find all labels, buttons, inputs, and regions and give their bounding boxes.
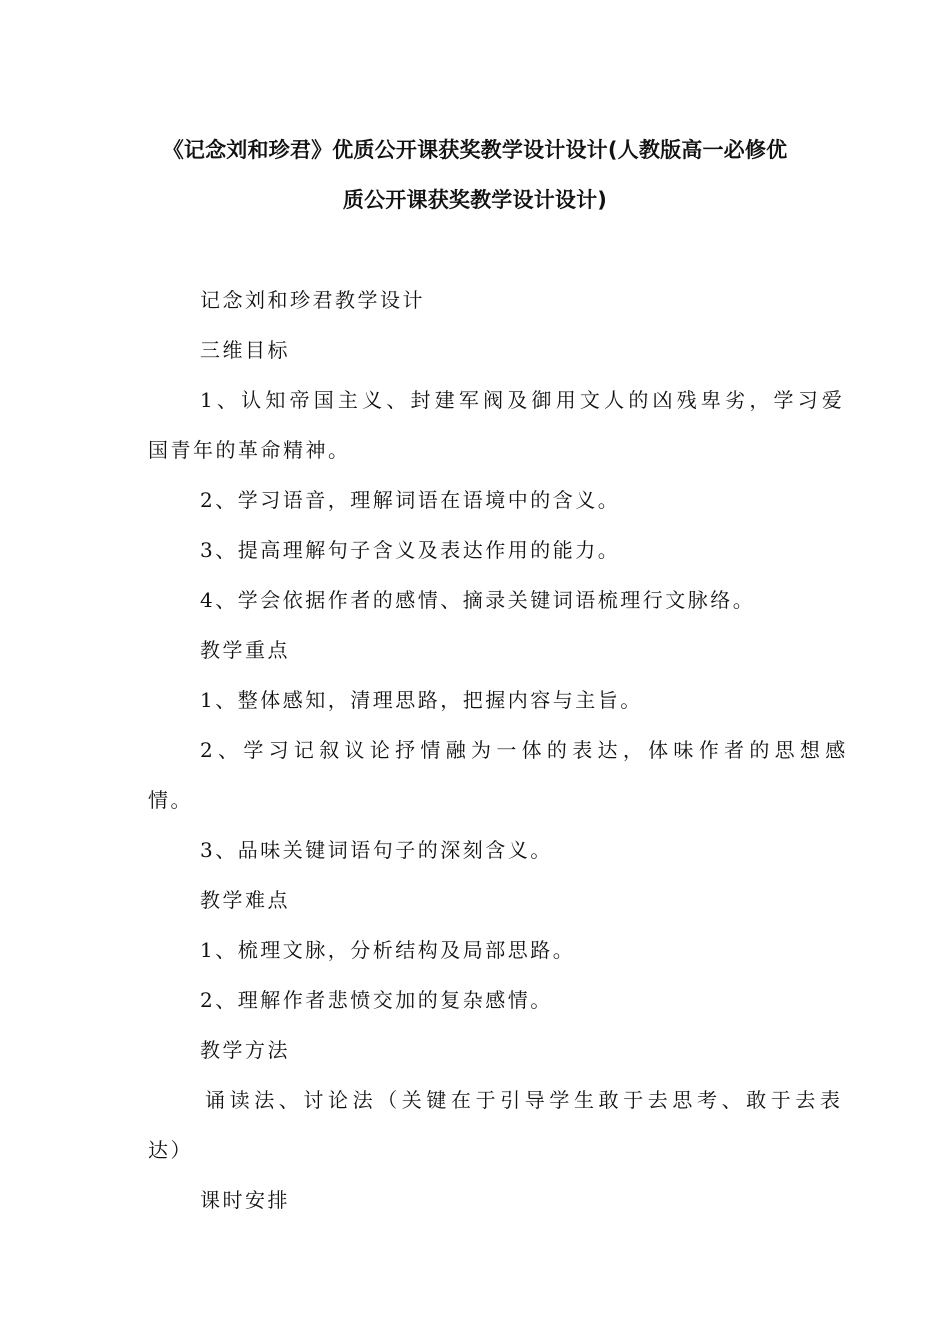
goal-2: 2、学习语音，理解词语在语境中的含义。: [200, 488, 621, 512]
difficulty-1: 1、梳理文脉，分析结构及局部思路。: [200, 938, 576, 962]
goal-1-line-1: 1、认知帝国主义、封建军阀及御用文人的凶残卑劣，学习爱: [200, 388, 847, 412]
focus-2-line-2: 情。: [148, 788, 193, 812]
heading-teaching-difficulties: 教学难点: [200, 888, 290, 912]
focus-3: 3、品味关键词语句子的深刻含义。: [200, 838, 553, 862]
heading-teaching-methods: 教学方法: [200, 1038, 290, 1062]
document-title-line-1: 《记念刘和珍君》优质公开课获奖教学设计设计(人教版高一必修优: [162, 138, 788, 162]
difficulty-2: 2、理解作者悲愤交加的复杂感情。: [200, 988, 553, 1012]
focus-2-line-1: 2、学习记叙议论抒情融为一体的表达，体味作者的思想感: [200, 738, 851, 762]
heading-class-schedule: 课时安排: [200, 1188, 290, 1212]
methods-line-2: 达）: [148, 1138, 193, 1162]
methods-line-1: 诵读法、讨论法（关键在于引导学生敢于去思考、敢于去表: [205, 1088, 845, 1112]
heading-teaching-focus: 教学重点: [200, 638, 290, 662]
heading-three-dimensional-goals: 三维目标: [200, 338, 290, 362]
document-title-line-2: 质公开课获奖教学设计设计): [342, 188, 608, 212]
subtitle-teaching-design: 记念刘和珍君教学设计: [200, 288, 425, 312]
focus-1: 1、整体感知，清理思路，把握内容与主旨。: [200, 688, 643, 712]
goal-4: 4、学会依据作者的感情、摘录关键词语梳理行文脉络。: [200, 588, 756, 612]
goal-1-line-2: 国青年的革命精神。: [148, 438, 351, 462]
goal-3: 3、提高理解句子含义及表达作用的能力。: [200, 538, 621, 562]
